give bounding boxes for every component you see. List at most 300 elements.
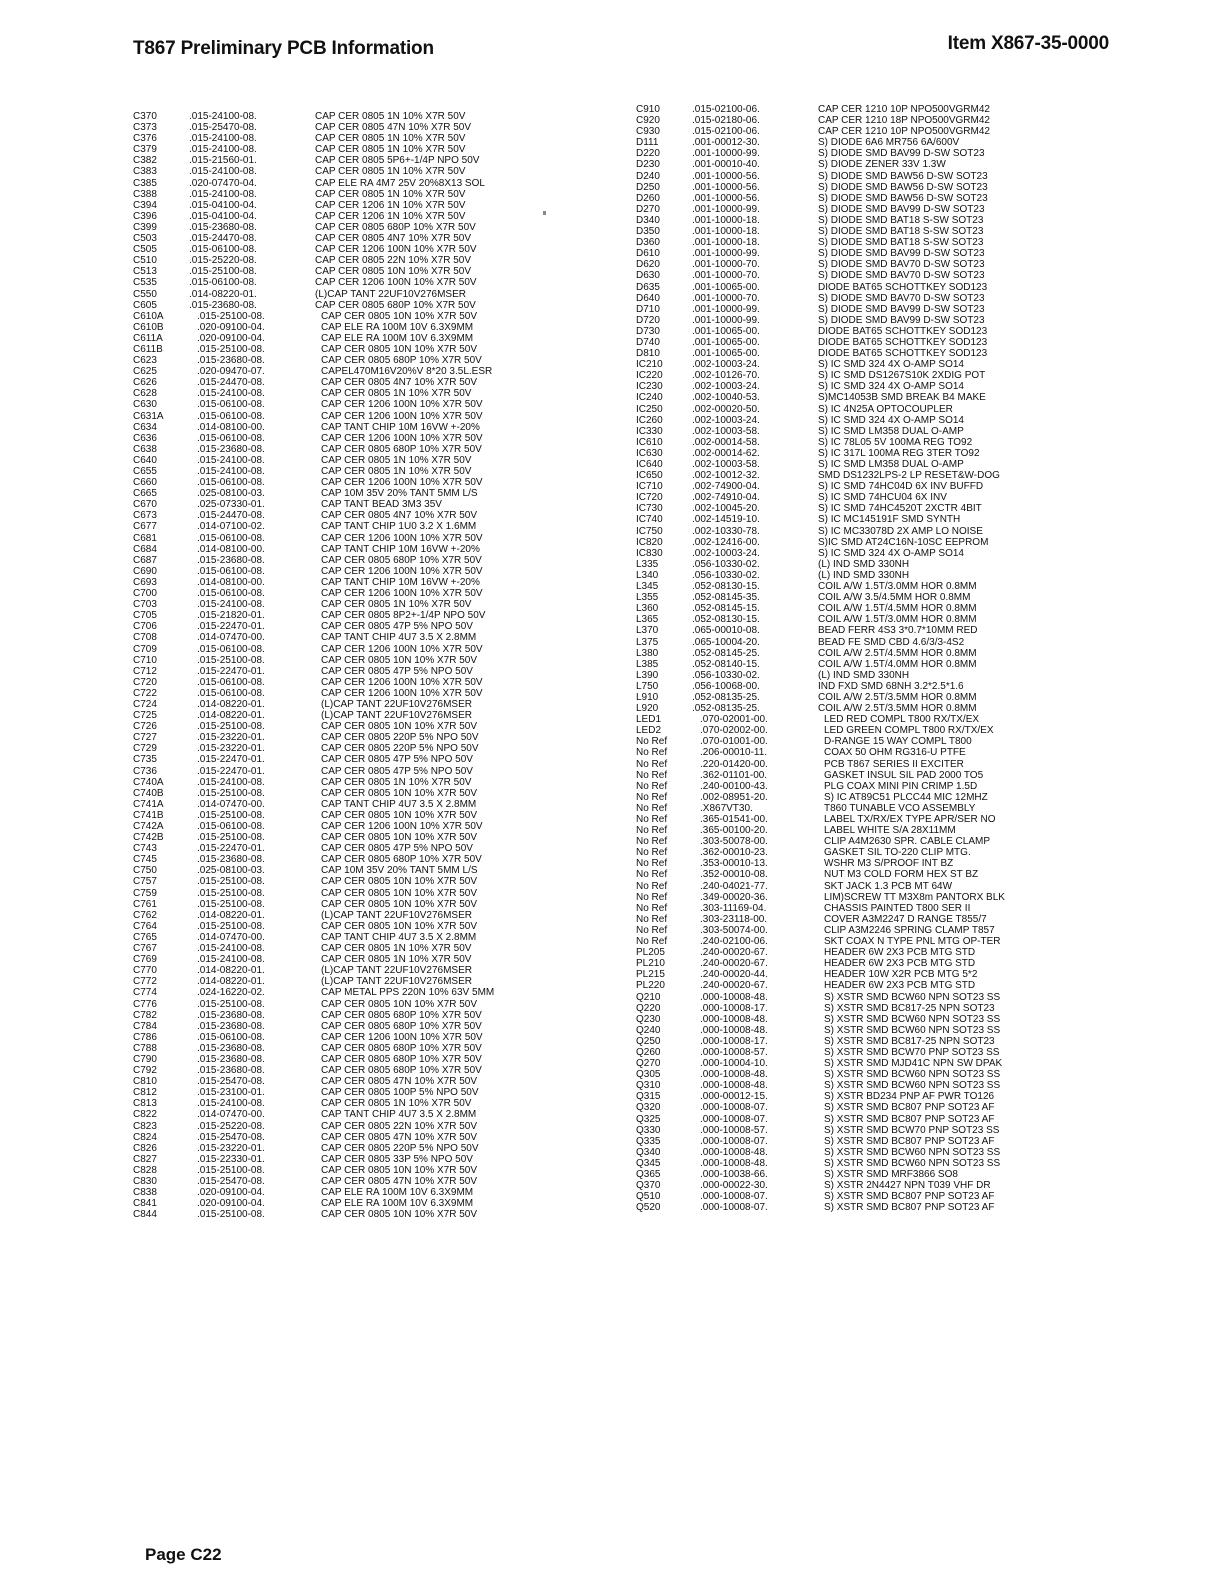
- part-description: S) IC 78L05 5V 100MA REG TO92: [818, 436, 973, 448]
- part-number: .000-10008-48.: [700, 991, 768, 1003]
- part-row: [636, 182, 1066, 193]
- part-description: (L)CAP TANT 22UF10V276MSER: [321, 909, 472, 921]
- part-description: CAP CER 0805 1N 10% X7R 50V: [315, 133, 466, 145]
- part-description: (L)CAP TANT 22UF10V276MSER: [321, 976, 472, 988]
- ref-designator: L750: [636, 680, 659, 692]
- part-row: [636, 759, 1066, 770]
- part-description: COIL A/W 2.5T/3.5MM HOR 0.8MM: [818, 703, 977, 715]
- part-description: CAP CER 0805 1N 10% X7R 50V: [321, 1098, 472, 1110]
- part-row: [636, 226, 1066, 237]
- part-description: DIODE BAT65 SCHOTTKEY SOD123: [818, 281, 988, 293]
- part-description: CAP CER 0805 1N 10% X7R 50V: [315, 188, 466, 200]
- part-row: [636, 814, 1066, 825]
- part-row: [133, 133, 563, 144]
- part-number: .065-00010-08.: [692, 625, 760, 637]
- part-row: [636, 703, 1066, 714]
- part-number: .240-00020-67.: [700, 980, 768, 992]
- part-row: [636, 1091, 1066, 1102]
- ref-designator: C550: [133, 288, 157, 300]
- ref-designator: PL215: [636, 969, 665, 981]
- part-description: S) DIODE SMD BAT18 S-SW SOT23: [818, 214, 984, 226]
- part-description: CAP ELE RA 100M 10V 6.3X9MM: [321, 1198, 474, 1210]
- part-description: CAP CER 1206 100N 10% X7R 50V: [321, 432, 483, 444]
- ref-designator: C772: [133, 976, 157, 988]
- ref-designator: C827: [133, 1153, 157, 1165]
- part-row: [133, 189, 563, 200]
- ref-designator: C920: [636, 115, 660, 127]
- part-row: [636, 936, 1066, 947]
- part-description: CAP CER 1206 100N 10% X7R 50V: [321, 532, 483, 544]
- ref-designator: C720: [133, 676, 157, 688]
- part-row: [636, 415, 1066, 426]
- part-row: [636, 370, 1066, 381]
- ref-designator: D260: [636, 192, 660, 204]
- part-description: S) DIODE SMD BAV99 D-SW SOT23: [818, 203, 985, 215]
- ref-designator: IC750: [636, 525, 663, 537]
- part-description: CAP CER 0805 1N 10% X7R 50V: [315, 166, 466, 178]
- ref-designator: C388: [133, 188, 157, 200]
- ref-designator: IC640: [636, 459, 663, 470]
- part-number: .365-00100-20.: [700, 825, 768, 837]
- part-row: [636, 881, 1066, 892]
- part-number: .020-09100-04.: [197, 332, 265, 344]
- ref-designator: C510: [133, 255, 157, 267]
- part-number: .015-23680-08.: [189, 221, 257, 233]
- ref-designator: L360: [636, 603, 659, 615]
- part-row: [133, 832, 563, 843]
- part-description: GASKET SIL TO-220 CLIP MTG.: [824, 847, 971, 859]
- part-description: CAP CER 1206 100N 10% X7R 50V: [321, 565, 483, 577]
- ref-designator: L380: [636, 647, 659, 659]
- ref-designator: C535: [133, 277, 157, 289]
- part-number: .015-24470-08.: [189, 233, 257, 245]
- part-number: .052-08145-35.: [692, 592, 760, 604]
- part-description: LIM)SCREW TT M3X8m PANTORX BLK: [824, 891, 1005, 903]
- part-description: CAP CER 1210 10P NPO500VGRM42: [818, 104, 990, 115]
- part-description: CAP CER 0805 47N 10% X7R 50V: [321, 1076, 478, 1088]
- part-number: .001-10000-56.: [692, 192, 760, 204]
- part-description: CAP CER 0805 680P 10% X7R 50V: [321, 1053, 482, 1065]
- part-description: S) DIODE SMD BAV99 D-SW SOT23: [818, 314, 985, 326]
- part-description: CAP CER 0805 1N 10% X7R 50V: [321, 599, 472, 611]
- part-number: .002-10003-24.: [692, 414, 760, 426]
- part-number: .000-10008-57.: [700, 1046, 768, 1058]
- part-row: [133, 444, 563, 455]
- part-description: CAP CER 0805 1N 10% X7R 50V: [321, 466, 472, 477]
- ref-designator: C822: [133, 1109, 157, 1121]
- part-number: .002-10003-24.: [692, 381, 760, 393]
- ref-designator: C782: [133, 1009, 157, 1021]
- part-description: CAP CER 0805 10N 10% X7R 50V: [321, 920, 478, 932]
- part-row: [133, 377, 563, 388]
- part-description: CAP CER 0805 4N7 10% X7R 50V: [315, 233, 472, 245]
- part-description: CAP CER 0805 10N 10% X7R 50V: [321, 787, 478, 799]
- part-number: .056-10330-02.: [692, 558, 760, 570]
- part-description: LED GREEN COMPL T800 RX/TX/EX: [824, 725, 994, 737]
- ref-designator: C784: [133, 1020, 157, 1032]
- part-number: .000-10038-66.: [700, 1169, 768, 1180]
- ref-designator: No Ref: [636, 836, 668, 848]
- part-number: .000-00012-15.: [700, 1091, 768, 1103]
- ref-designator: L910: [636, 691, 659, 703]
- part-number: .020-09470-07.: [197, 366, 265, 378]
- ref-designator: C611B: [133, 343, 163, 355]
- part-description: CAP CER 0805 680P 10% X7R 50V: [321, 1042, 482, 1054]
- ref-designator: C638: [133, 443, 157, 455]
- part-description: CAP CER 0805 22N 10% X7R 50V: [321, 1120, 478, 1132]
- part-description: S) DIODE SMD BAV99 D-SW SOT23: [818, 148, 985, 160]
- part-row: [636, 980, 1066, 991]
- page-title: T867 Preliminary PCB Information: [133, 38, 434, 59]
- part-number: .000-10008-07.: [700, 1135, 768, 1147]
- part-number: .015-23220-01.: [197, 1142, 265, 1154]
- part-number: .020-09100-04.: [197, 321, 265, 333]
- part-description: CAP TANT CHIP 10M 16VW +-20%: [321, 576, 480, 588]
- part-number: .065-10004-20.: [692, 636, 760, 648]
- part-description: CAP CER 0805 10N 10% X7R 50V: [321, 1209, 478, 1221]
- part-description: CAP CER 1206 100N 10% X7R 50V: [321, 477, 483, 489]
- part-description: CAP CER 1206 1N 10% X7R 50V: [315, 199, 466, 211]
- part-row: [636, 193, 1066, 204]
- part-description: COIL A/W 2.5T/3.5MM HOR 0.8MM: [818, 691, 977, 703]
- part-number: .015-24100-08.: [197, 776, 265, 788]
- part-row: [636, 747, 1066, 758]
- part-description: S) IC MC145191F SMD SYNTH: [818, 514, 961, 526]
- part-number: .002-10003-58.: [692, 459, 760, 470]
- part-description: S) IC 4N25A OPTOCOUPLER: [818, 403, 953, 415]
- part-description: CAP CER 0805 680P 10% X7R 50V: [321, 554, 482, 566]
- part-row: [636, 892, 1066, 903]
- part-number: .014-07100-02.: [197, 521, 265, 533]
- part-description: CAP TANT CHIP 10M 16VW +-20%: [321, 421, 480, 433]
- part-description: CLIP A3M2246 SPRING CLAMP T857: [824, 924, 995, 936]
- part-row: [636, 537, 1066, 548]
- ref-designator: L920: [636, 703, 659, 715]
- part-description: DIODE BAT65 SCHOTTKEY SOD123: [818, 336, 988, 348]
- part-description: S) DIODE SMD BAW56 D-SW SOT23: [818, 170, 988, 182]
- part-number: .020-07470-04.: [189, 177, 257, 189]
- part-row: [133, 1121, 563, 1132]
- ref-designator: IC720: [636, 492, 663, 504]
- part-description: COIL A/W 1.5T/4.5MM HOR 0.8MM: [818, 603, 977, 615]
- part-number: .015-25100-08.: [197, 998, 265, 1010]
- part-number: .015-23680-08.: [197, 1065, 265, 1077]
- part-row: [133, 865, 563, 876]
- part-row: [636, 137, 1066, 148]
- part-row: [636, 437, 1066, 448]
- ref-designator: C655: [133, 466, 157, 477]
- part-number: .015-25470-08.: [189, 122, 257, 134]
- part-number: .015-22470-01.: [197, 754, 265, 766]
- ref-designator: No Ref: [636, 902, 668, 914]
- part-number: .001-10000-70.: [692, 270, 760, 282]
- part-number: .349-00020-36.: [700, 891, 768, 903]
- part-number: .015-06100-08.: [189, 244, 257, 256]
- part-description: NUT M3 COLD FORM HEX ST BZ: [824, 869, 979, 881]
- part-description: CAP CER 0805 47N 10% X7R 50V: [321, 1176, 478, 1187]
- ref-designator: IC230: [636, 381, 663, 393]
- part-description: CAP CER 0805 47P 5% NPO 50V: [321, 621, 473, 633]
- part-description: S) XSTR 2N4427 NPN T039 VHF DR: [824, 1180, 991, 1192]
- ref-designator: L385: [636, 658, 659, 670]
- part-description: COIL A/W 3.5/4.5MM HOR 0.8MM: [818, 592, 971, 604]
- ref-designator: IC220: [636, 370, 663, 382]
- part-number: .000-10008-48.: [700, 1157, 768, 1169]
- part-row: [636, 1058, 1066, 1069]
- part-number: .015-25220-08.: [189, 255, 257, 267]
- ref-designator: C382: [133, 155, 157, 167]
- part-number: .014-08220-01.: [197, 965, 265, 977]
- part-row: [133, 999, 563, 1010]
- part-number: .052-08145-15.: [692, 603, 760, 615]
- part-description: CAP CER 1206 100N 10% X7R 50V: [321, 399, 483, 411]
- ref-designator: C910: [636, 104, 660, 115]
- part-description: S) XSTR BD234 PNP AF PWR TO126: [824, 1091, 995, 1103]
- ref-designator: D630: [636, 270, 660, 282]
- part-description: S) XSTR SMD MJD41C NPN SW DPAK: [824, 1058, 1003, 1070]
- part-description: CAP CER 1206 100N 10% X7R 50V: [321, 687, 483, 699]
- part-row: [636, 148, 1066, 159]
- part-number: .240-00100-43.: [700, 780, 768, 792]
- part-description: CAP CER 0805 680P 10% X7R 50V: [315, 299, 476, 311]
- part-row: [133, 943, 563, 954]
- part-description: CAP TANT CHIP 4U7 3.5 X 2.8MM: [321, 1109, 477, 1121]
- part-description: T860 TUNABLE VCO ASSEMBLY: [824, 802, 976, 814]
- ref-designator: Q220: [636, 1002, 661, 1014]
- ref-designator: D720: [636, 314, 660, 326]
- part-number: .015-23680-08.: [197, 1042, 265, 1054]
- part-row: [133, 355, 563, 366]
- part-number: .002-74910-04.: [692, 492, 760, 504]
- part-number: .240-00020-67.: [700, 958, 768, 970]
- part-number: .001-10000-70.: [692, 259, 760, 271]
- ref-designator: C611A: [133, 332, 163, 344]
- part-row: [636, 304, 1066, 315]
- part-row: [636, 171, 1066, 182]
- part-number: .015-24100-08.: [197, 454, 265, 466]
- part-number: .015-25100-08.: [197, 920, 265, 932]
- part-row: [133, 433, 563, 444]
- part-row: [133, 777, 563, 788]
- part-row: [133, 1132, 563, 1143]
- part-description: COVER A3M2247 D RANGE T855/7: [824, 913, 987, 925]
- ref-designator: C741A: [133, 798, 164, 810]
- part-row: [133, 1087, 563, 1098]
- part-description: S) XSTR SMD BCW60 NPN SOT23 SS: [824, 1146, 1001, 1158]
- ref-designator: C703: [133, 599, 157, 611]
- part-number: .015-24100-08.: [197, 1098, 265, 1110]
- part-number: .015-25470-08.: [197, 1076, 265, 1088]
- part-description: DIODE BAT65 SCHOTTKEY SOD123: [818, 325, 988, 337]
- part-row: [133, 455, 563, 466]
- part-description: CAP CER 0805 10N 10% X7R 50V: [321, 343, 478, 355]
- part-description: S) XSTR SMD MRF3866 SO8: [824, 1169, 958, 1180]
- part-row: [133, 122, 563, 133]
- part-number: .015-06100-08.: [197, 399, 265, 411]
- part-description: CAP CER 0805 22N 10% X7R 50V: [315, 255, 472, 267]
- part-number: .015-25100-08.: [189, 266, 257, 278]
- part-number: .001-10000-99.: [692, 248, 760, 260]
- part-row: [133, 599, 563, 610]
- part-description: S) IC SMD 324 4X O-AMP SO14: [818, 547, 964, 559]
- part-description: CAP ELE RA 4M7 25V 20%8X13 SOL: [315, 177, 485, 189]
- part-number: .015-21820-01.: [197, 610, 265, 622]
- part-row: [133, 178, 563, 189]
- ref-designator: Q315: [636, 1091, 661, 1103]
- part-row: [636, 359, 1066, 370]
- part-number: .052-08145-25.: [692, 647, 760, 659]
- part-row: [636, 392, 1066, 403]
- part-number: .001-10065-00.: [692, 281, 760, 293]
- part-row: [133, 200, 563, 211]
- part-number: .015-24100-08.: [197, 388, 265, 400]
- ref-designator: C823: [133, 1120, 157, 1132]
- part-row: [636, 592, 1066, 603]
- part-description: CAP CER 1206 100N 10% X7R 50V: [321, 676, 483, 688]
- part-number: .001-00012-30.: [692, 137, 760, 149]
- ref-designator: C399: [133, 221, 157, 233]
- part-number: .240-00020-44.: [700, 969, 768, 981]
- part-number: .020-09100-04.: [197, 1198, 265, 1210]
- part-number: .015-06100-08.: [189, 277, 257, 289]
- ref-designator: C764: [133, 920, 157, 932]
- ref-designator: D220: [636, 148, 660, 160]
- ref-designator: L355: [636, 592, 659, 604]
- ref-designator: C745: [133, 854, 157, 866]
- ref-designator: Q335: [636, 1135, 661, 1147]
- part-row: [133, 411, 563, 422]
- part-number: .240-04021-77.: [700, 880, 768, 892]
- ref-designator: IC260: [636, 414, 663, 426]
- part-number: .002-00014-62.: [692, 447, 760, 459]
- ref-designator: L375: [636, 636, 659, 648]
- part-row: [636, 1191, 1066, 1202]
- part-row: [133, 921, 563, 932]
- part-row: [133, 965, 563, 976]
- part-row: [133, 111, 563, 122]
- ref-designator: C830: [133, 1176, 157, 1187]
- part-row: [133, 876, 563, 887]
- part-number: .014-08220-01.: [197, 698, 265, 710]
- ref-designator: No Ref: [636, 736, 668, 748]
- part-number: .014-08220-01.: [197, 909, 265, 921]
- part-row: [636, 1003, 1066, 1014]
- part-description: CAP CER 0805 1N 10% X7R 50V: [321, 776, 472, 788]
- ref-designator: C759: [133, 887, 157, 899]
- part-description: CAP CER 0805 10N 10% X7R 50V: [321, 898, 478, 910]
- part-number: .015-06100-08.: [197, 477, 265, 489]
- ref-designator: L390: [636, 669, 659, 681]
- part-number: .303-50074-00.: [700, 924, 768, 936]
- part-description: S) XSTR SMD BCW60 NPN SOT23 SS: [824, 1157, 1001, 1169]
- part-description: (L)CAP TANT 22UF10V276MSER: [321, 710, 472, 722]
- part-number: .014-08100-00.: [197, 543, 265, 555]
- ref-designator: D250: [636, 181, 660, 193]
- ref-designator: No Ref: [636, 814, 668, 825]
- part-number: .015-25100-08.: [197, 787, 265, 799]
- ref-designator: C630: [133, 399, 157, 411]
- part-number: .000-10008-48.: [700, 1069, 768, 1081]
- part-number: .000-10008-07.: [700, 1202, 768, 1214]
- part-row: [636, 570, 1066, 581]
- part-number: .000-00022-30.: [700, 1180, 768, 1192]
- ref-designator: C687: [133, 554, 157, 566]
- part-description: S) DIODE SMD BAT18 S-SW SOT23: [818, 226, 984, 238]
- ref-designator: D810: [636, 348, 660, 360]
- part-row: [133, 255, 563, 266]
- part-row: [636, 803, 1066, 814]
- part-description: HEADER 6W 2X3 PCB MTG STD: [824, 958, 976, 970]
- ref-designator: IC650: [636, 470, 663, 482]
- ref-designator: C740B: [133, 787, 164, 799]
- part-number: .015-23680-08.: [197, 854, 265, 866]
- part-description: S) XSTR SMD BC807 PNP SOT23 AF: [824, 1135, 995, 1147]
- part-number: .020-09100-04.: [197, 1187, 265, 1199]
- part-description: WSHR M3 S/PROOF INT BZ: [824, 858, 954, 870]
- part-row: [133, 932, 563, 943]
- part-description: S) DIODE 6A6 MR756 6A/600V: [818, 137, 960, 149]
- ref-designator: L370: [636, 625, 659, 637]
- part-row: [636, 714, 1066, 725]
- part-description: CAP CER 0805 5P6+-1/4P NPO 50V: [315, 155, 480, 167]
- part-number: .015-06100-08.: [197, 532, 265, 544]
- part-row: [636, 1158, 1066, 1169]
- ref-designator: C626: [133, 377, 157, 389]
- ref-designator: PL205: [636, 947, 665, 959]
- part-row: [133, 1010, 563, 1021]
- ref-designator: No Ref: [636, 858, 668, 870]
- part-description: COIL A/W 1.5T/4.0MM HOR 0.8MM: [818, 658, 977, 670]
- ref-designator: LED1: [636, 714, 662, 726]
- part-row: [636, 404, 1066, 415]
- part-row: [636, 869, 1066, 880]
- part-row: [133, 289, 563, 300]
- ref-designator: C690: [133, 565, 157, 577]
- part-number: .002-74900-04.: [692, 481, 760, 493]
- part-description: CAP CER 0805 680P 10% X7R 50V: [321, 1020, 482, 1032]
- ref-designator: C790: [133, 1053, 157, 1065]
- part-description: S) DIODE ZENER 33V 1.3W: [818, 159, 946, 171]
- part-number: .015-06100-08.: [197, 676, 265, 688]
- part-row: [636, 781, 1066, 792]
- part-number: .052-08130-15.: [692, 614, 760, 626]
- part-number: .015-24100-08.: [189, 133, 257, 145]
- part-number: .015-22330-01.: [197, 1153, 265, 1165]
- part-row: [636, 1102, 1066, 1113]
- part-description: CAP CER 0805 33P 5% NPO 50V: [321, 1153, 473, 1165]
- part-number: .025-08100-03.: [197, 488, 265, 500]
- part-description: SKT COAX N TYPE PNL MTG OP-TER: [824, 936, 1001, 948]
- part-number: .015-06100-08.: [197, 432, 265, 444]
- part-row: [636, 1180, 1066, 1191]
- ref-designator: D730: [636, 325, 660, 337]
- part-description: S) XSTR SMD BCW70 PNP SOT23 SS: [824, 1124, 1000, 1136]
- ref-designator: Q270: [636, 1058, 661, 1070]
- part-row: [133, 1154, 563, 1165]
- ref-designator: IC740: [636, 514, 663, 526]
- part-description: S) DIODE SMD BAW56 D-SW SOT23: [818, 181, 988, 193]
- part-description: LABEL WHITE S/A 28X11MM: [824, 825, 956, 837]
- ref-designator: Q305: [636, 1069, 661, 1081]
- part-row: [133, 144, 563, 155]
- scan-speck: [543, 211, 546, 215]
- part-number: .002-00014-58.: [692, 436, 760, 448]
- ref-designator: C792: [133, 1065, 157, 1077]
- part-number: .015-25100-08.: [197, 898, 265, 910]
- part-number: .365-01541-00.: [700, 814, 768, 825]
- part-number: .000-10008-07.: [700, 1113, 768, 1125]
- part-number: .052-08130-15.: [692, 581, 760, 593]
